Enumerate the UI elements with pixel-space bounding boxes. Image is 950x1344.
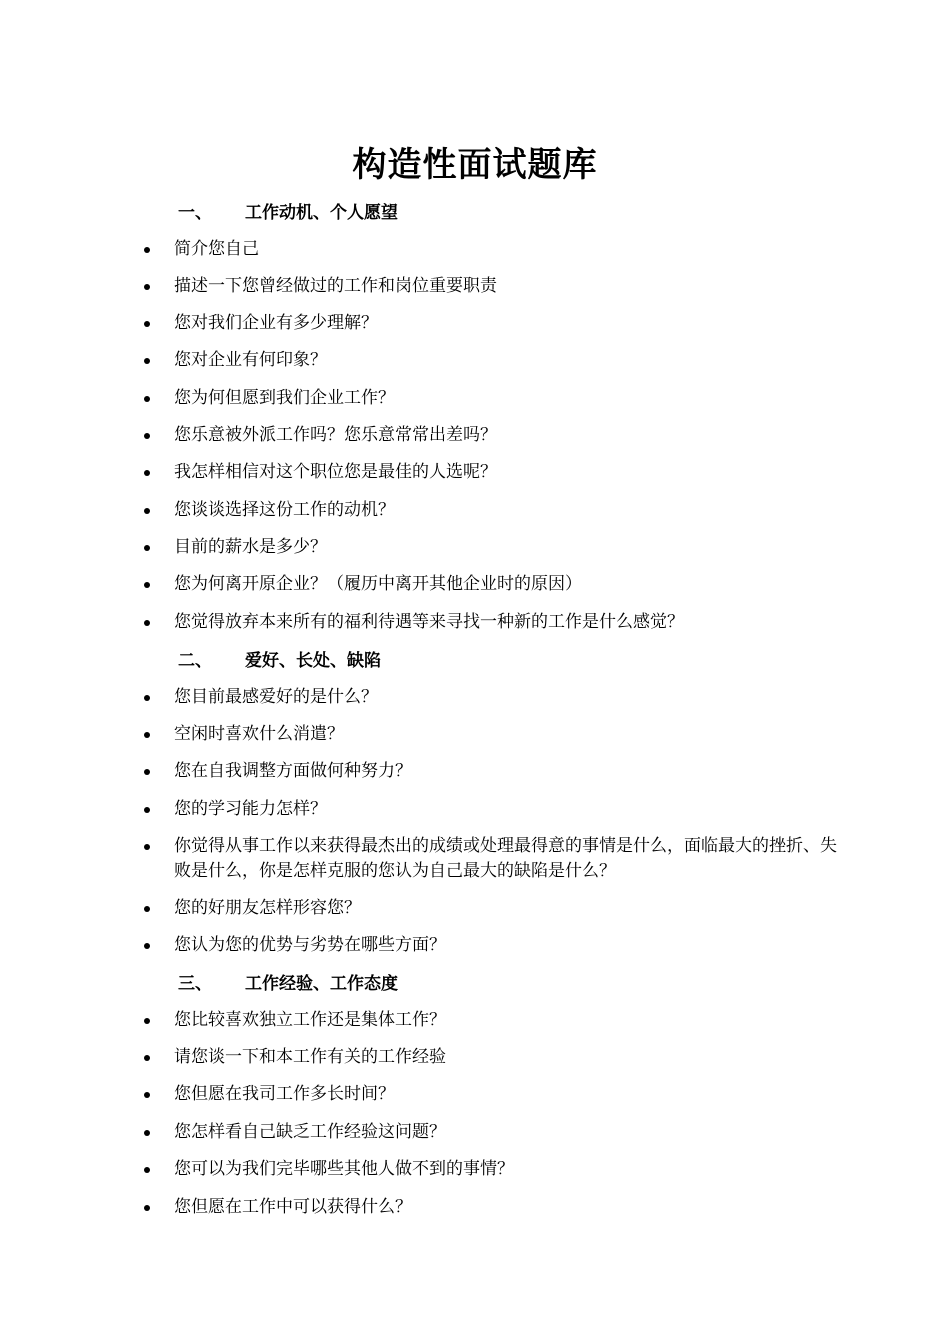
bullet-icon — [144, 247, 150, 253]
bullet-icon — [144, 284, 150, 290]
section-number: 一、 — [178, 203, 212, 223]
bullet-icon — [144, 1130, 150, 1136]
bullet-icon — [144, 732, 150, 738]
bullet-icon — [144, 396, 150, 402]
section-heading-2 — [0, 648, 950, 674]
bullet-icon — [144, 1167, 150, 1173]
list-item-text: 您但愿在我司工作多长时间？ — [174, 1084, 395, 1104]
list-item-text: 目前的薪水是多少？ — [174, 537, 327, 557]
bullet-icon — [144, 1092, 150, 1098]
section-heading-3 — [0, 971, 950, 997]
bullet-icon — [144, 695, 150, 701]
section-title: 工作动机、个人愿望 — [245, 203, 398, 223]
list-item-text: 您的学习能力怎样？ — [174, 799, 327, 819]
list-item-text: 您可以为我们完毕哪些其他人做不到的事情？ — [174, 1159, 514, 1179]
bullet-icon — [144, 769, 150, 775]
list-item-text: 您为何但愿到我们企业工作？ — [174, 388, 395, 408]
list-item-text: 您乐意被外派工作吗？您乐意常常出差吗？ — [174, 425, 497, 445]
section-heading-1 — [0, 200, 950, 226]
list-item-text: 空闲时喜欢什么消遣？ — [174, 724, 344, 744]
section-number: 三、 — [178, 974, 212, 994]
bullet-icon — [144, 433, 150, 439]
list-item-text: 您对企业有何印象？ — [174, 350, 327, 370]
section-number: 二、 — [178, 651, 212, 671]
list-item-text: 您在自我调整方面做何种努力？ — [174, 761, 412, 781]
list-item-text: 描述一下您曾经做过的工作和岗位重要职责 — [174, 276, 497, 296]
list-item-text: 您但愿在工作中可以获得什么？ — [174, 1197, 412, 1217]
bullet-icon — [144, 545, 150, 551]
bullet-icon — [144, 943, 150, 949]
bullet-icon — [144, 1205, 150, 1211]
bullet-icon — [144, 470, 150, 476]
list-item-text: 您比较喜欢独立工作还是集体工作？ — [174, 1010, 446, 1030]
bullet-icon — [144, 358, 150, 364]
list-item-text: 您觉得放弃本来所有的福利待遇等来寻找一种新的工作是什么感觉？ — [174, 612, 684, 632]
list-item-text: 简介您自己 — [174, 239, 259, 259]
list-item-text: 您认为您的优势与劣势在哪些方面？ — [174, 935, 446, 955]
list-item-text: 请您谈一下和本工作有关的工作经验 — [174, 1047, 446, 1067]
page-title: 构造性面试题库 — [352, 145, 598, 185]
section-title: 工作经验、工作态度 — [245, 974, 398, 994]
list-item-text: 你觉得从事工作以来获得最杰出的成绩或处理最得意的事情是什么，面临最大的挫折、失败是什么，你是怎样克服的您认为自己最大的缺陷是什么？ — [174, 836, 837, 881]
list-item-text: 您的好朋友怎样形容您？ — [174, 898, 361, 918]
bullet-icon — [144, 807, 150, 813]
bullet-icon — [144, 906, 150, 912]
bullet-icon — [144, 1018, 150, 1024]
section-title: 爱好、长处、缺陷 — [245, 651, 381, 671]
bullet-icon — [144, 620, 150, 626]
list-item-text: 您谈谈选择这份工作的动机？ — [174, 500, 395, 520]
bullet-icon — [144, 508, 150, 514]
list-item-text: 您为何离开原企业？（履历中离开其他企业时的原因） — [174, 574, 582, 594]
bullet-icon — [144, 844, 150, 850]
bullet-icon — [144, 321, 150, 327]
bullet-icon — [144, 582, 150, 588]
list-item-text: 您怎样看自己缺乏工作经验这问题？ — [174, 1122, 446, 1142]
bullet-icon — [144, 1055, 150, 1061]
list-item-text: 您目前最感爱好的是什么？ — [174, 687, 378, 707]
list-item-text: 您对我们企业有多少理解？ — [174, 313, 378, 333]
list-item-text: 我怎样相信对这个职位您是最佳的人选呢？ — [174, 462, 497, 482]
